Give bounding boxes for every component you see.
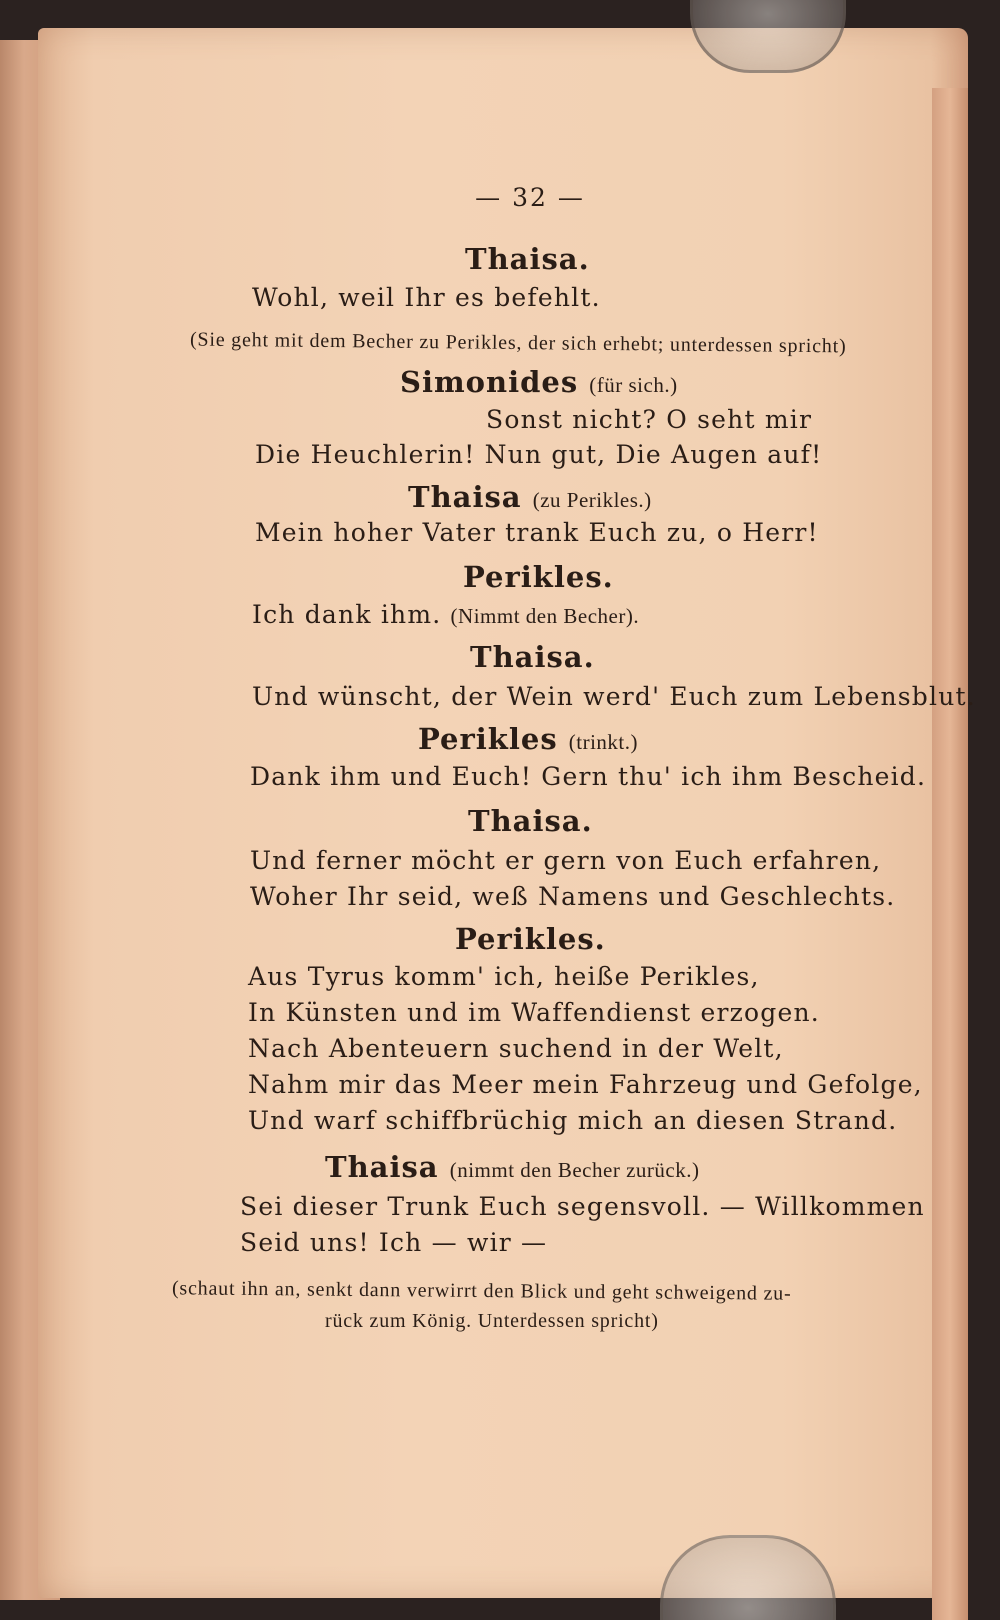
speaker-aside: (zu Perikles.)	[532, 488, 652, 512]
stage-direction: (schaut ihn an, senkt dann verwirrt den Blick und geht schweigend zu-	[171, 1277, 792, 1305]
verse-line: Woher Ihr seid, weß Namens und Geschlechts.	[250, 882, 896, 911]
speaker-name: Simonides (für sich.)	[400, 365, 678, 399]
speaker-aside: (für sich.)	[589, 373, 678, 397]
verse-line: Aus Tyrus komm' ich, heiße Perikles,	[248, 962, 760, 991]
verse-line: In Künsten und im Waffendienst erzogen.	[248, 998, 820, 1027]
stage-aside: (Nimmt den Becher).	[450, 604, 640, 628]
verse-line: Und ferner möcht er gern von Euch erfahren,	[250, 846, 882, 875]
verse-line: Und wünscht, der Wein werd' Euch zum Lebensblut.	[252, 682, 976, 711]
speaker-name: Thaisa (zu Perikles.)	[408, 480, 652, 514]
speaker-name: Thaisa.	[468, 804, 593, 838]
speaker-name: Perikles.	[463, 560, 614, 594]
speaker-name: Perikles.	[455, 922, 606, 956]
speaker-aside: (trinkt.)	[568, 730, 639, 754]
speaker-name: Perikles (trinkt.)	[418, 722, 639, 756]
verse-line: Sonst nicht? O seht mir	[486, 405, 813, 434]
speaker-name: Thaisa.	[465, 242, 590, 276]
verse-line: Ich dank ihm. (Nimmt den Becher).	[252, 600, 640, 629]
page-number: — 32 —	[475, 183, 585, 212]
verse-line: Seid uns! Ich — wir —	[240, 1228, 548, 1257]
stage-direction: rück zum König. Unterdessen spricht)	[325, 1310, 659, 1332]
verse-line: Dank ihm und Euch! Gern thu' ich ihm Bescheid.	[250, 762, 927, 791]
verse-line: Nach Abenteuern suchend in der Welt,	[248, 1034, 784, 1063]
verse-line: Sei dieser Trunk Euch segensvoll. — Willkommen	[240, 1192, 925, 1221]
verse-line: Und warf schiffbrüchig mich an diesen Strand.	[248, 1106, 898, 1135]
verse-line: Mein hoher Vater trank Euch zu, o Herr!	[255, 518, 819, 547]
verse-line: Wohl, weil Ihr es befehlt.	[252, 283, 601, 312]
speaker-name: Thaisa.	[470, 640, 595, 674]
speaker-aside: (nimmt den Becher zurück.)	[449, 1158, 700, 1182]
verse-line: Nahm mir das Meer mein Fahrzeug und Gefolge,	[248, 1070, 923, 1099]
stage-direction: (Sie geht mit dem Becher zu Perikles, der sich erhebt; unterdessen spricht)	[189, 328, 847, 358]
speaker-name: Thaisa (nimmt den Becher zurück.)	[325, 1150, 700, 1184]
verse-line: Die Heuchlerin! Nun gut, Die Augen auf!	[255, 440, 823, 469]
